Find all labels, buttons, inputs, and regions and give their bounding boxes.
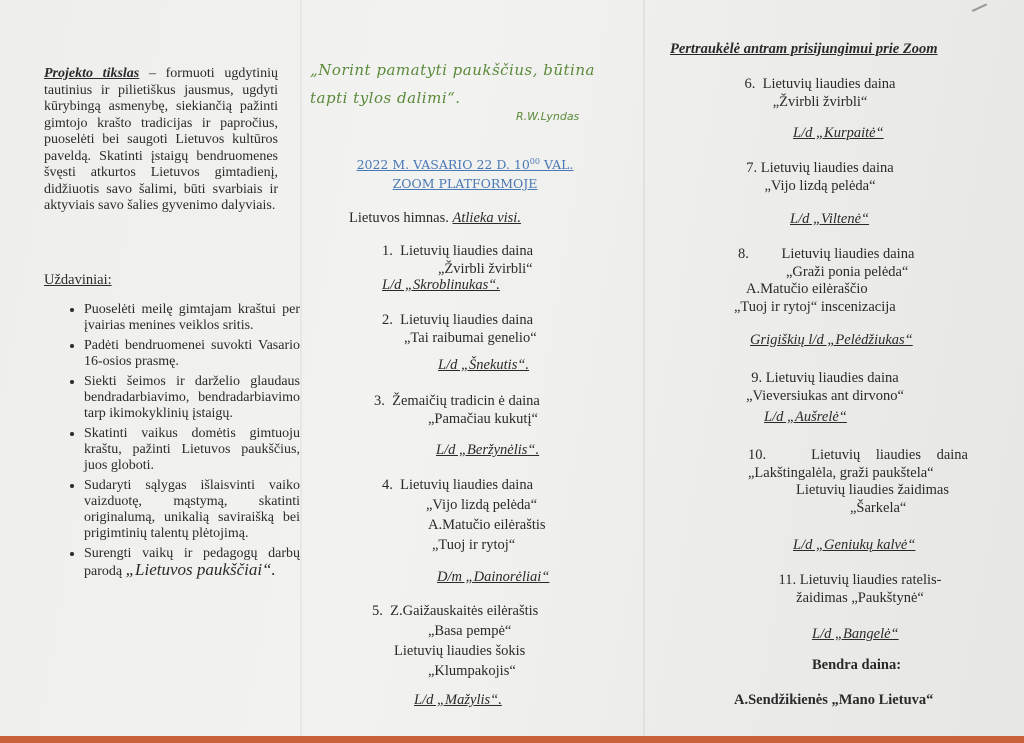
performer: Grigiškių l/d „Pelėdžiukas“ [750,332,913,348]
item-line: „Basa pempė“ [428,622,512,639]
item-line: Z.Gaižauskaitės eilėraštis [390,603,539,619]
item-line: „Žvirbli žvirbli“ [772,93,868,110]
performer: L/d „Bangelė“ [812,626,899,642]
performer: L/d „Mažylis“. [414,692,502,708]
task-item: • Skatinti vaikus domėtis gimtuoju kraštu, pažinti Lietuvos paukščius, juos globoti. [84,426,300,474]
task-item [84,546,300,580]
performer: L/d „Aušrelė“ [764,409,847,425]
program-item-10 [748,447,968,517]
program-item-9 [740,370,910,405]
performer: L/d „Šnekutis“. [438,357,530,373]
project-goal [44,66,278,215]
anthem-performer: Atlieka visi. [452,210,521,226]
performer: D/m „Dainorėliai“ [437,569,550,585]
table-edge [0,736,1024,743]
item-line: „Tuoj ir rytoj“ [432,536,516,553]
program-item-11 [760,572,960,607]
item-line: Lietuvių liaudies ratelis- [799,572,942,588]
item-number: 7. [746,160,758,176]
zoom-break-heading [670,41,937,58]
goal-body: – formuoti ugdytinių tautinius ir pilietiškus jausmus, ugdyti kūrybingą asmenybę, siekiančią pažinti gimtojo krašto tradicijas ir papročius, puoselėti bei saugoti Lietuvos kultūros paveldą. Skatinti įstaigų bendruomenes švęsti atkurtos Lietuvos gimtadienį, didžiuotis savo šalimi, būti svarbiais ir aktyviais savo šalies gyvenimo dalyviais. [44,66,278,213]
zoom-break-text: Pertraukėlė antram prisijungimui prie Zoom [670,41,938,57]
item-line: Lietuvių liaudies daina [400,312,534,328]
program-item-4 [382,477,546,555]
item-line: Lietuvių liaudies daina [400,243,534,259]
item-line: „Vijo lizdą pelėda“ [426,496,538,513]
item-line: Lietuvių liaudies daina [781,246,915,262]
common-song-label: Bendra daina: [812,657,902,673]
item-line: „Šarkela“ [850,499,907,516]
item-number: 9. [751,370,763,386]
item-number: 1. [382,243,393,259]
item-line: žaidimas „Paukštynė“ [796,589,924,606]
event-date-end: VAL. [539,157,574,173]
program-item-8 [734,246,938,316]
quote: „Norint pamatyti paukščius, būtina tapti tylos dalimi“. [310,61,595,107]
item-number: 11. [778,572,797,588]
performer: L/d „Skroblinukas“. [382,277,500,293]
item-line: „Lakštingalėla, graži paukštela“ [748,464,934,481]
program-item-2 [382,312,537,347]
item-line: „Vijo lizdą pelėda“ [764,177,876,194]
event-info [330,152,600,193]
program-item-6 [730,76,910,111]
performer: L/d „Kurpaitė“ [793,125,884,141]
tasks-list [62,302,300,584]
item-line: „Graži ponia pelėda“ [786,263,909,280]
tasks-heading: Uždaviniai: [44,272,112,288]
item-line: „Klumpakojis“ [428,662,516,679]
performer: L/d „Beržynėlis“. [436,442,540,458]
event-platform: ZOOM PLATFORMOJE [392,176,538,192]
common-song: A.Sendžikienės „Mano Lietuva“ [734,692,934,708]
goal-lead: Projekto tikslas [44,66,140,81]
item-number: 10. [748,447,767,463]
program-item-5 [372,603,538,681]
task-item: • Puoselėti meilę gimtajam kraštui per įvairias menines veiklos sritis. [84,302,300,334]
fold-line [300,0,302,736]
task-item: • Sudaryti sąlygas išlaisvinti vaiko vaizduotę, mąstymą, skatinti originalumą, unikalią saviraišką bei prigimtinių talentų plėtojimą. [84,478,300,542]
item-line: Lietuvių liaudies šokis [394,642,526,659]
event-time-sup: 00 [529,157,540,166]
item-line: Lietuvių liaudies daina [811,447,968,463]
program-item-7 [730,160,910,195]
item-line: A.Matučio eilėraštis [428,516,546,533]
item-line: Lietuvių liaudies žaidimas [796,482,950,498]
event-date-text: 2022 M. VASARIO 22 D. 10 [356,157,530,173]
performer: L/d „Viltenė“ [790,211,870,227]
item-number: 2. [382,312,393,328]
anthem-text: Lietuvos himnas. [349,210,453,226]
item-line: „Žvirbli žvirbli“ [438,260,533,277]
item-line: A.Matučio eilėraščio [746,281,868,297]
item-number: 3. [374,393,385,409]
item-number: 5. [372,603,383,619]
performer: L/d „Geniukų kalvė“ [793,537,916,553]
item-number: 4. [382,477,393,493]
program-item-1 [382,243,533,278]
event-date [357,157,574,172]
item-line: Lietuvių liaudies daina [765,370,899,386]
task-item: • Siekti šeimos ir darželio glaudaus bendradarbiavimo, bendradarbiavimo tarp ikimokyklinių įstaigų. [84,374,300,422]
item-line: „Tai raibumai genelio“ [404,329,537,346]
quote-author: R.W.Lyndas [516,110,580,123]
item-line: Lietuvių liaudies daina [760,160,894,176]
item-number: 6. [744,76,756,92]
program-item-3 [374,393,540,428]
item-line: „Vieversiukas ant dirvono“ [746,387,904,404]
anthem-line [349,210,521,227]
task-text: Surengti vaikų ir pedagogų darbų parodą [84,546,300,579]
item-line: „Tuoj ir rytoj“ inscenizacija [734,298,896,315]
item-line: Žemaičių tradicin ė daina [392,393,540,409]
task-item: • Padėti bendruomenei suvokti Vasario 16-osios prasmę. [84,338,300,370]
item-line: Lietuvių liaudies daina [762,76,896,92]
item-line: „Pamačiau kukutį“ [428,410,538,427]
exhibit-title: „Lietuvos paukščiai“. [125,560,276,579]
item-line: Lietuvių liaudies daina [400,477,534,493]
fold-line [643,0,645,736]
item-number: 8. [738,246,749,262]
